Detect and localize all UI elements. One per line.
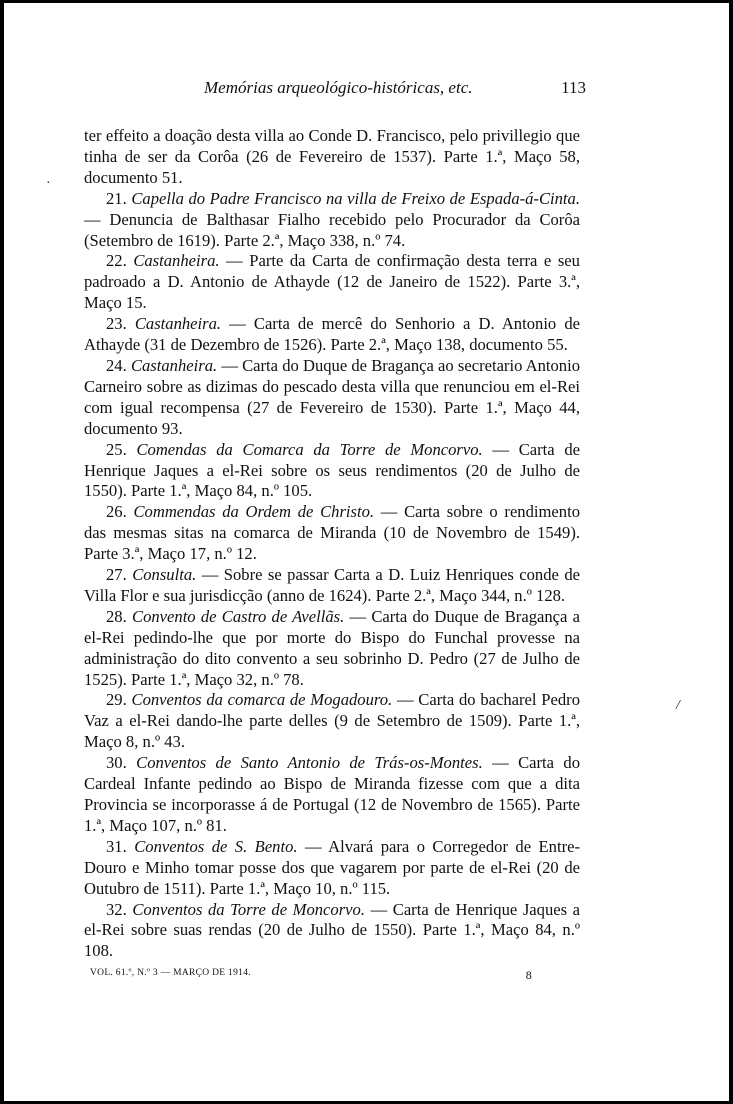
- entry-title: Commendas da Ordem de Christo.: [133, 502, 375, 522]
- running-title: Memórias arqueológico-históricas, etc.: [204, 78, 473, 97]
- entry-32: [84, 900, 580, 963]
- entry-text: — Alvará para o Corregedor de Entre-Douro e Minho tomar posse dos que vagarem por parte de el-Rei (20 de Outubro de 1511). Parte 1.ª, Maço 10, n.º 115.: [84, 836, 580, 898]
- entry-title: Comendas da Comarca da Torre de Moncorvo.: [136, 439, 483, 459]
- entry-number: 31.: [106, 836, 127, 856]
- document-page: [84, 78, 586, 984]
- entry-number: 32.: [106, 899, 127, 919]
- entry-number: 26.: [106, 502, 127, 522]
- page-header: [84, 78, 586, 112]
- entry-number: 29.: [106, 690, 127, 710]
- entry-text: — Carta de mercê do Senhorio a D. Antonio de Athayde (31 de Dezembro de 1526). Parte 2.ª, Maço 138, documento 55.: [84, 314, 580, 355]
- entry-number: 21.: [106, 188, 127, 208]
- entry-number: 30.: [106, 753, 127, 773]
- entry-title: Capella do Padre Francisco na villa de Freixo de Espada-á-Cinta.: [131, 188, 580, 208]
- entry-title: Consulta.: [132, 565, 197, 585]
- entry-28: [84, 607, 580, 691]
- entry-21: [84, 189, 580, 252]
- entry-text: — Denuncia de Balthasar Fialho recebido pelo Procurador da Corôa (Setembro de 1619). Parte 2.ª, Maço 338, n.º 74.: [84, 209, 580, 250]
- entry-text: — Carta do Duque de Bragança ao secretario Antonio Carneiro sobre as dizimas do pescado desta villa que renunciou em el-Rei com igual recompensa (27 de Fevereiro de 1530). Parte 1.ª, Maço 44, documento 93.: [84, 355, 581, 438]
- entry-text: — Carta de Henrique Jaques a el-Rei sobre os seus rendimentos (20 de Julho de 1550). Parte 1.ª, Maço 84, n.º 105.: [84, 439, 580, 501]
- page-footer: [84, 968, 580, 984]
- entry-26: [84, 502, 580, 565]
- entry-29: [84, 690, 580, 753]
- entry-25: [84, 440, 580, 503]
- entry-title: Castanheira.: [134, 314, 222, 334]
- margin-speck: ·: [46, 176, 51, 191]
- entry-text: — Carta do Cardeal Infante pedindo ao Bispo de Miranda fizesse com que a dita Provincia se incorporasse á de Portugal (12 de Novembro de 1565). Parte 1.ª, Maço 107, n.º 81.: [84, 753, 580, 835]
- entry-number: 24.: [106, 355, 127, 375]
- entry-number: 27.: [106, 565, 127, 585]
- entry-23: [84, 314, 580, 356]
- entry-number: 23.: [106, 314, 127, 334]
- entry-30: [84, 753, 580, 837]
- entry-title: Conventos de S. Bento.: [134, 836, 298, 856]
- volume-line: VOL. 61.º, N.º 3 — MARÇO DE 1914.: [90, 968, 251, 979]
- entry-text: — Sobre se passar Carta a D. Luiz Henriques conde de Villa Flor e sua jurisdicção (anno de 1624). Parte 2.ª, Maço 344, n.º 128.: [84, 565, 580, 605]
- entry-text: — Carta do bacharel Pedro Vaz a el-Rei dando-lhe parte delles (9 de Setembro de 1509). Parte 1.ª, Maço 8, n.º 43.: [84, 690, 580, 752]
- entry-title: Castanheira.: [130, 355, 218, 375]
- entry-title: Conventos da comarca de Mogadouro.: [131, 690, 393, 710]
- body-text: [84, 126, 580, 962]
- entry-27: [84, 565, 580, 607]
- entry-number: 25.: [106, 439, 127, 459]
- entry-text: — Parte da Carta de confirmação desta terra e seu padroado a D. Antonio de Athayde (12 de Janeiro de 1522). Parte 3.ª, Maço 15.: [84, 251, 580, 313]
- entry-text: — Carta sobre o rendimento das mesmas sitas na comarca de Miranda (10 de Novembro de 1549). Parte 3.ª, Maço 17, n.º 12.: [84, 502, 580, 564]
- entry-number: 22.: [106, 251, 127, 271]
- entry-title: Conventos da Torre de Moncorvo.: [132, 899, 365, 919]
- entry-22: [84, 251, 580, 314]
- entry-24: [84, 356, 580, 440]
- page-number: 113: [561, 78, 586, 97]
- entry-title: Conventos de Santo Antonio de Trás-os-Montes.: [136, 753, 483, 773]
- signature-mark: 8: [525, 968, 532, 983]
- entry-title: Convento de Castro de Avellãs.: [132, 606, 345, 626]
- entry-31: [84, 837, 580, 900]
- margin-tick: /: [676, 698, 680, 713]
- entry-text: — Carta do Duque de Bragança a el-Rei pedindo-lhe que por morte do Bispo do Funchal provesse na administração do dito convento a seu sobrinho D. Pedro (27 de Julho de 1525). Parte 1.ª, Maço 32, n.º 78.: [84, 606, 580, 689]
- entry-title: Castanheira.: [133, 251, 220, 271]
- continuation-paragraph: ter effeito a doação desta villa ao Conde D. Francisco, pelo privillegio que tinha de ser da Corôa (26 de Fevereiro de 1537). Parte 1.ª, Maço 58, documento 51.: [84, 126, 580, 187]
- entry-number: 28.: [106, 606, 127, 626]
- entry-text: — Carta de Henrique Jaques a el-Rei sobre suas rendas (20 de Julho de 1550). Parte 1.ª, Maço 84, n.º 108.: [84, 899, 581, 961]
